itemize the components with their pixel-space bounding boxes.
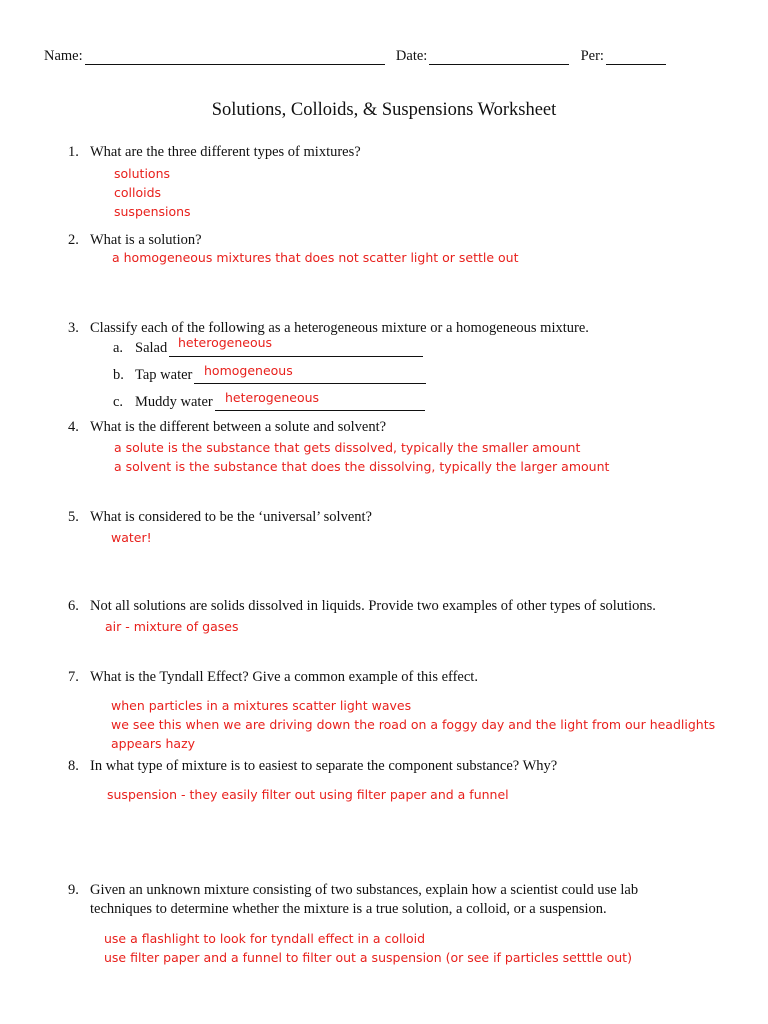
part-c: c. Muddy water <box>113 394 425 411</box>
per-line <box>606 49 666 65</box>
answer-text: solutions <box>114 166 171 181</box>
date-line <box>429 49 569 65</box>
answer-text: use filter paper and a funnel to filter out a suspension (or see if particles setttle out) <box>104 950 632 965</box>
answer-text: heterogeneous <box>178 335 273 350</box>
page-title: Solutions, Colloids, & Suspensions Worksheet <box>211 100 557 120</box>
question-text: What is a solution? <box>90 232 202 248</box>
answer-text: suspension - they easily filter out using filter paper and a funnel <box>107 787 509 802</box>
answer-text: heterogeneous <box>225 390 320 405</box>
part-a: a. Salad <box>113 340 423 357</box>
question-text: What is the Tyndall Effect? Give a common example of this effect. <box>90 669 478 685</box>
date-label: Date: <box>395 48 428 64</box>
question-2: 2. What is a solution? <box>68 232 202 248</box>
answer-text: a homogeneous mixtures that does not scatter light or settle out <box>112 250 519 265</box>
question-text: In what type of mixture is to easiest to separate the component substance? Why? <box>90 758 558 774</box>
question-text: Not all solutions are solids dissolved in liquids. Provide two examples of other types of solutions. <box>90 598 656 614</box>
answer-text: suspensions <box>114 204 191 219</box>
name-label: Name: <box>44 48 83 64</box>
question-1: 1. What are the three different types of mixtures? <box>68 144 361 160</box>
answer-text: colloids <box>114 185 162 200</box>
question-text-continued: techniques to determine whether the mixture is a true solution, a colloid, or a suspension. <box>90 901 607 917</box>
name-line <box>85 49 385 65</box>
question-4: 4. What is the different between a solute and solvent? <box>68 419 387 435</box>
question-8: 8. In what type of mixture is to easiest to separate the component substance? Why? <box>68 758 558 774</box>
question-3: 3. Classify each of the following as a heterogeneous mixture or a homogeneous mixture. <box>68 320 589 336</box>
header-row <box>44 48 666 65</box>
question-6: 6. Not all solutions are solids dissolved in liquids. Provide two examples of other types of solutions. <box>68 598 656 614</box>
question-text: What are the three different types of mixtures? <box>90 144 361 160</box>
question-5: 5. What is considered to be the ‘universal’ solvent? <box>68 509 372 525</box>
answer-text: a solvent is the substance that does the dissolving, typically the larger amount <box>114 459 610 474</box>
answer-text: when particles in a mixtures scatter light waves <box>111 698 412 713</box>
answer-text: a solute is the substance that gets dissolved, typically the smaller amount <box>114 440 581 455</box>
answer-text: air - mixture of gases <box>105 619 239 634</box>
part-b: b. Tap water <box>113 367 426 384</box>
question-text: What is the different between a solute and solvent? <box>90 419 387 435</box>
question-text: What is considered to be the ‘universal’ solvent? <box>90 509 372 525</box>
answer-text: we see this when we are driving down the road on a foggy day and the light from our headlights <box>111 717 716 732</box>
question-text: Classify each of the following as a heterogeneous mixture or a homogeneous mixture. <box>90 320 589 336</box>
answer-text: appears hazy <box>111 736 196 751</box>
per-label: Per: <box>580 48 604 64</box>
answer-text: homogeneous <box>204 363 293 378</box>
answer-text: water! <box>111 530 152 545</box>
answer-text: use a flashlight to look for tyndall effect in a colloid <box>104 931 426 946</box>
question-7: 7. What is the Tyndall Effect? Give a common example of this effect. <box>68 669 478 685</box>
question-9: 9. Given an unknown mixture consisting of two substances, explain how a scientist could use lab <box>68 882 639 898</box>
question-text: Given an unknown mixture consisting of two substances, explain how a scientist could use lab <box>90 882 639 898</box>
